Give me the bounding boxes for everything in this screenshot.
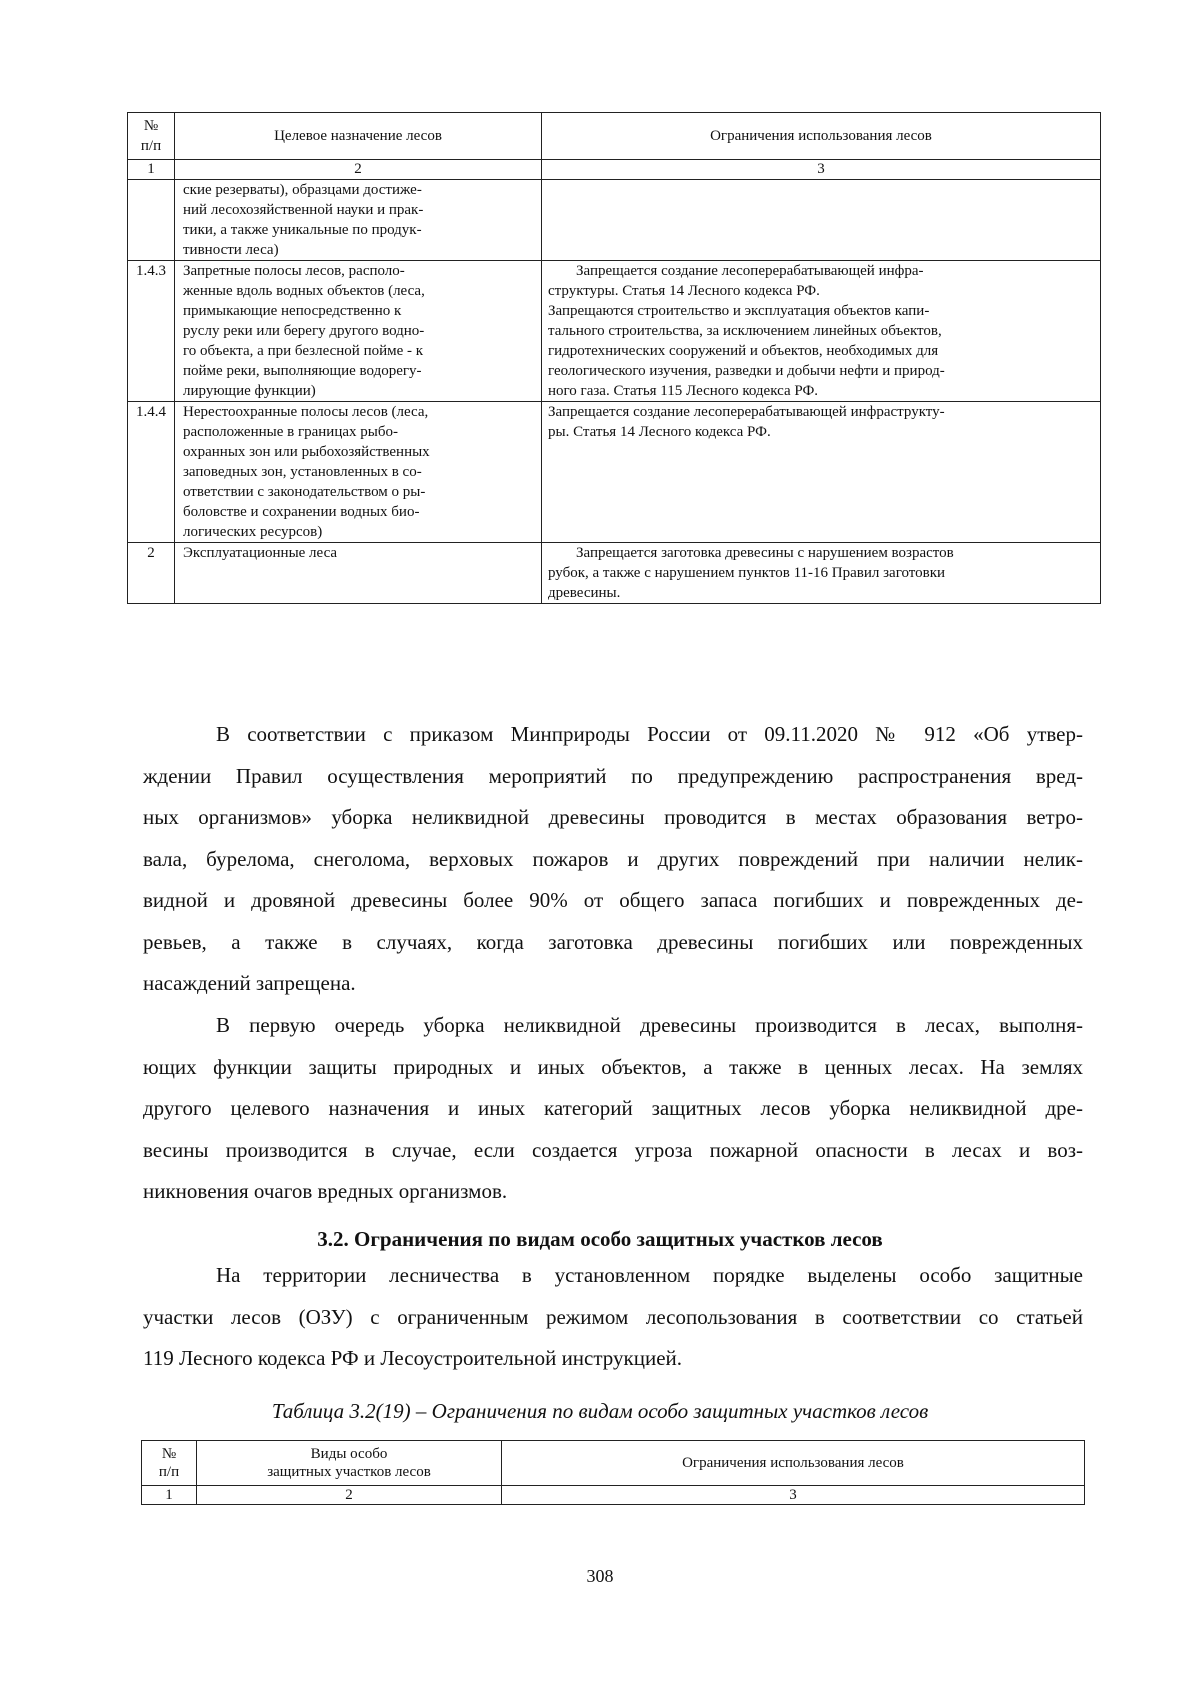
paragraph-line: видной и дровяной древесины более 90% от общего запаса погибших и поврежденных де- (143, 888, 1083, 912)
table-row (128, 180, 1101, 261)
paragraph-line: вала, бурелома, снеголома, верховых пожаров и других повреждений при наличии нелик- (143, 846, 1083, 871)
body-paragraph (143, 714, 1083, 1005)
cell-line: руслу реки или берегу другого водно- (183, 323, 425, 339)
paragraph-line: На территории лесничества в установленном порядке выделены особо защитные (216, 1263, 1083, 1287)
column-number: 3 (502, 1486, 1085, 1505)
cell-line: ответствии с законодательством о ры- (183, 484, 426, 500)
cell-line: ские резерваты), образцами достиже- (183, 182, 422, 198)
cell-line: Эксплуатационные леса (183, 545, 338, 561)
usage-restrictions-cell (542, 543, 1101, 604)
cell-line: го объекта, а при безлесной пойме - к (183, 343, 424, 359)
row-number (128, 180, 175, 261)
usage-restrictions-cell (542, 261, 1101, 402)
paragraph-line: весины производится в случае, если создается угроза пожарной опасности в лесах и воз- (143, 1137, 1083, 1162)
cell-line: древесины. (548, 585, 621, 601)
table-row (128, 543, 1101, 604)
paragraph-line: ревьев, а также в случаях, когда заготовка древесины погибших или поврежденных (143, 929, 1083, 954)
cell-line: Запрещаются строительство и эксплуатация объектов капи- (548, 303, 930, 319)
header-protective-area-types: Виды особо защитных участков лесов (197, 1441, 502, 1486)
cell-line: гидротехнических сооружений и объектов, необходимых для (548, 343, 939, 359)
page-number: 308 (586, 1566, 614, 1586)
cell-line: расположенные в границах рыбо- (183, 424, 398, 440)
paragraph-line: никновения очагов вредных организмов. (143, 1179, 508, 1203)
paragraph-line: ных организмов» уборка неликвидной древесины проводится в местах образования ветро- (143, 805, 1083, 829)
forest-purpose-cell (175, 543, 542, 604)
cell-line: Запрещается создание лесоперерабатывающей инфра- (576, 263, 924, 279)
header-number: № п/п (128, 113, 175, 160)
column-number: 2 (197, 1486, 502, 1505)
header-usage-restrictions: Ограничения использования лесов (502, 1441, 1085, 1486)
cell-line: геологического изучения, разведки и добычи нефти и природ- (548, 363, 945, 379)
paragraph-line: другого целевого назначения и иных категорий защитных лесов уборка неликвидной дре- (143, 1096, 1083, 1120)
cell-line: Запретные полосы лесов, располо- (183, 263, 405, 279)
cell-line: заповедных зон, установленных в со- (183, 464, 422, 480)
body-paragraph (143, 1005, 1083, 1213)
cell-line: охранных зон или рыбохозяйственных (183, 444, 430, 460)
cell-line: рубок, а также с нарушением пунктов 11-16 Правил заготовки (548, 565, 946, 581)
paragraph-line: В первую очередь уборка неликвидной древесины производится в лесах, выполня- (216, 1013, 1083, 1037)
cell-line: Запрещается создание лесоперерабатывающей инфраструкту- (548, 404, 945, 420)
paragraph-line: В соответствии с приказом Минприроды России от 09.11.2020 № 912 «Об утвер- (216, 722, 1083, 746)
cell-line: структуры. Статья 14 Лесного кодекса РФ. (548, 283, 820, 299)
section-paragraph (143, 1255, 1083, 1380)
paragraph-line: участки лесов (ОЗУ) с ограниченным режимом лесопользования в соответствии со статьей (143, 1304, 1083, 1329)
table-header-row (128, 113, 1101, 160)
protective-areas-table (141, 1440, 1085, 1505)
header-number: № п/п (142, 1441, 197, 1486)
header-forest-purpose: Целевое назначение лесов (175, 113, 542, 160)
cell-line: тики, а также уникальные по продук- (183, 222, 422, 238)
column-number: 3 (542, 160, 1101, 180)
cell-line: тального строительства, за исключением линейных объектов, (548, 323, 942, 339)
cell-line: Нерестоохранные полосы лесов (леса, (183, 404, 429, 420)
restrictions-table (127, 112, 1101, 604)
row-number: 2 (128, 543, 175, 604)
forest-purpose-cell (175, 180, 542, 261)
cell-line: ры. Статья 14 Лесного кодекса РФ. (548, 424, 771, 440)
cell-line: боловстве и сохранении водных био- (183, 504, 420, 520)
column-number: 1 (128, 160, 175, 180)
table-header-row (142, 1441, 1085, 1486)
forest-purpose-cell (175, 261, 542, 402)
cell-line: ного газа. Статья 115 Лесного кодекса РФ. (548, 383, 819, 399)
paragraph-line: 119 Лесного кодекса РФ и Лесоустроительной инструкцией. (143, 1346, 683, 1370)
paragraph-line: насаждений запрещена. (143, 971, 356, 995)
cell-line: тивности леса) (183, 242, 279, 258)
column-number: 2 (175, 160, 542, 180)
table-caption: Таблица 3.2(19) – Ограничения по видам особо защитных участков лесов (271, 1399, 929, 1423)
cell-line: логических ресурсов) (183, 524, 323, 540)
row-number: 1.4.4 (128, 402, 175, 543)
column-number-row (142, 1486, 1085, 1505)
paragraph-line: ждении Правил осуществления мероприятий по предупреждению распространения вред- (143, 763, 1083, 788)
section-heading: 3.2. Ограничения по видам особо защитных участков лесов (317, 1227, 883, 1251)
column-number: 1 (142, 1486, 197, 1505)
cell-line: пойме реки, выполняющие водорегу- (183, 363, 422, 379)
row-number: 1.4.3 (128, 261, 175, 402)
column-number-row (128, 160, 1101, 180)
header-usage-restrictions: Ограничения использования лесов (542, 113, 1101, 160)
cell-line: лирующие функции) (183, 383, 316, 399)
cell-line: примыкающие непосредственно к (183, 303, 402, 319)
usage-restrictions-cell (542, 402, 1101, 543)
usage-restrictions-cell (542, 180, 1101, 261)
forest-purpose-cell (175, 402, 542, 543)
cell-line: Запрещается заготовка древесины с нарушением возрастов (576, 545, 954, 561)
table-row (128, 261, 1101, 402)
cell-line: ний лесохозяйственной науки и прак- (183, 202, 424, 218)
cell-line: женные вдоль водных объектов (леса, (183, 283, 425, 299)
table-row (128, 402, 1101, 543)
paragraph-line: ющих функции защиты природных и иных объектов, а также в ценных лесах. На землях (143, 1054, 1083, 1079)
